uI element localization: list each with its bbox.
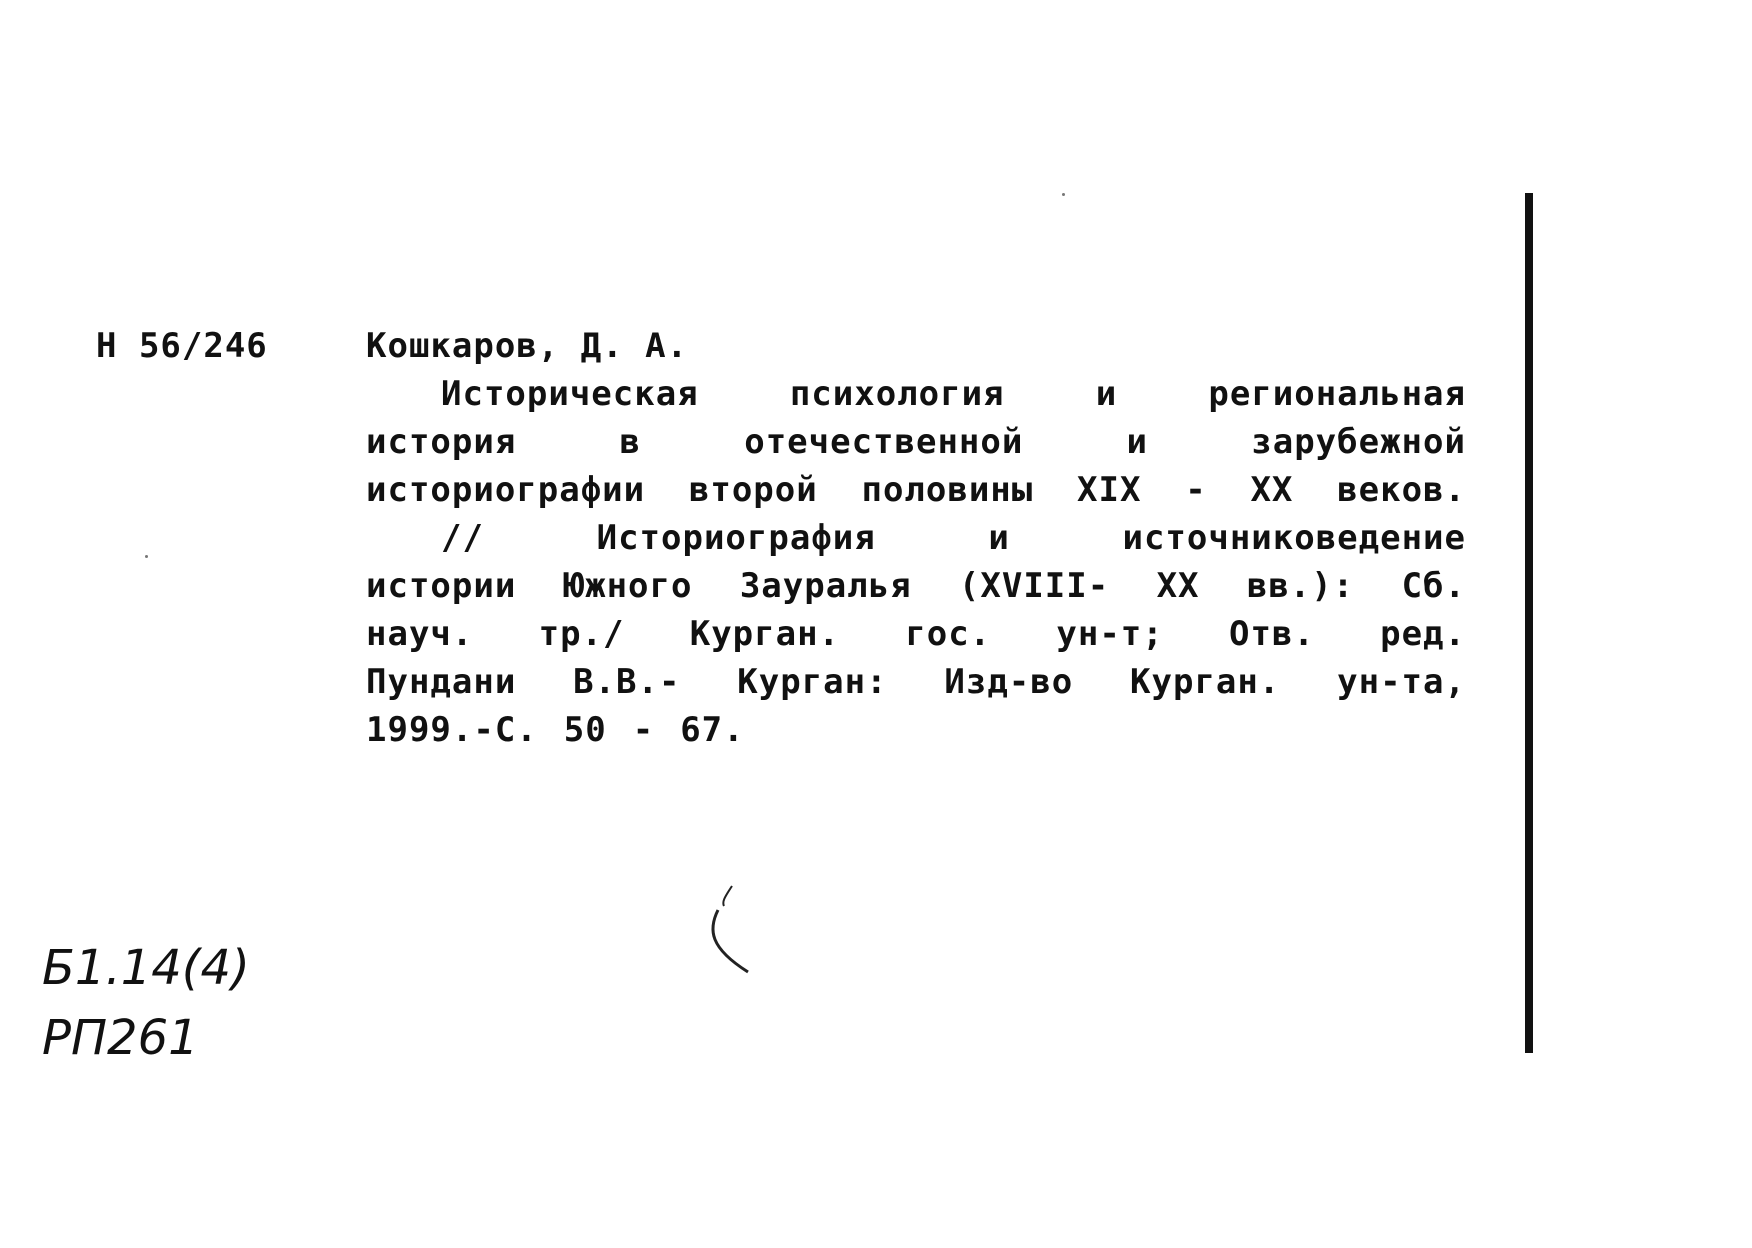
call-number: H 56/246: [96, 326, 268, 366]
word: вв.):: [1246, 566, 1355, 606]
word: В.В.-: [573, 662, 681, 702]
word: Отв.: [1228, 614, 1315, 654]
title-line: [366, 370, 1466, 418]
word: 50: [563, 710, 607, 750]
word: XX: [1156, 566, 1200, 606]
word: и: [1095, 374, 1118, 414]
word: (XVIII-: [958, 566, 1110, 606]
word: отечественной: [744, 422, 1024, 462]
word: и: [1126, 422, 1149, 462]
word: истории: [366, 566, 517, 606]
word: Пундани: [366, 662, 517, 702]
word: ун-та,: [1337, 662, 1466, 702]
word: источниковедение: [1122, 518, 1466, 558]
word: XIX: [1077, 470, 1142, 510]
word: Историческая: [441, 374, 699, 414]
word: тр./: [538, 614, 625, 654]
author: Кошкаров, Д. А.: [366, 326, 689, 366]
title-line: [366, 418, 1466, 466]
word: 67.: [680, 710, 745, 750]
scan-speck: [1062, 193, 1065, 196]
word: ун-т;: [1056, 614, 1164, 654]
word: психология: [789, 374, 1005, 414]
word: половины: [861, 470, 1034, 510]
word: зарубежной: [1251, 422, 1466, 462]
pencil-mark: [700, 880, 760, 980]
word: историографии: [366, 470, 646, 510]
source-line: [366, 658, 1466, 706]
word: науч.: [366, 614, 474, 654]
word: -: [1185, 470, 1207, 510]
word: Южного: [563, 566, 693, 606]
word: //: [441, 518, 484, 558]
word: 1999.-С.: [366, 710, 538, 750]
source-line: [366, 562, 1466, 610]
word: Историография: [596, 518, 876, 558]
word: второй: [688, 470, 818, 510]
word: -: [632, 710, 655, 750]
bibliographic-entry: [366, 322, 1466, 754]
source-line: [366, 610, 1466, 658]
word: Курган.: [689, 614, 841, 654]
word: ред.: [1380, 614, 1466, 654]
word: Курган:: [737, 662, 888, 702]
title-line: [366, 466, 1466, 514]
scan-speck: [145, 555, 148, 558]
word: и: [988, 518, 1010, 558]
handwritten-inventory-number: РП261: [42, 1010, 199, 1066]
source-line: [366, 706, 1466, 754]
word: веков.: [1337, 470, 1466, 510]
word: Курган.: [1130, 662, 1281, 702]
word: гос.: [905, 614, 992, 654]
source-line: [366, 514, 1466, 562]
card-edge-rule: [1525, 193, 1533, 1053]
word: XX: [1250, 470, 1294, 510]
word: Сб.: [1401, 566, 1466, 606]
handwritten-shelfmark: Б1.14(4): [42, 940, 250, 996]
word: в: [619, 422, 641, 462]
word: Изд-во: [944, 662, 1074, 702]
word: история: [366, 422, 517, 462]
word: региональная: [1208, 374, 1466, 414]
word: Зауралья: [739, 566, 912, 606]
